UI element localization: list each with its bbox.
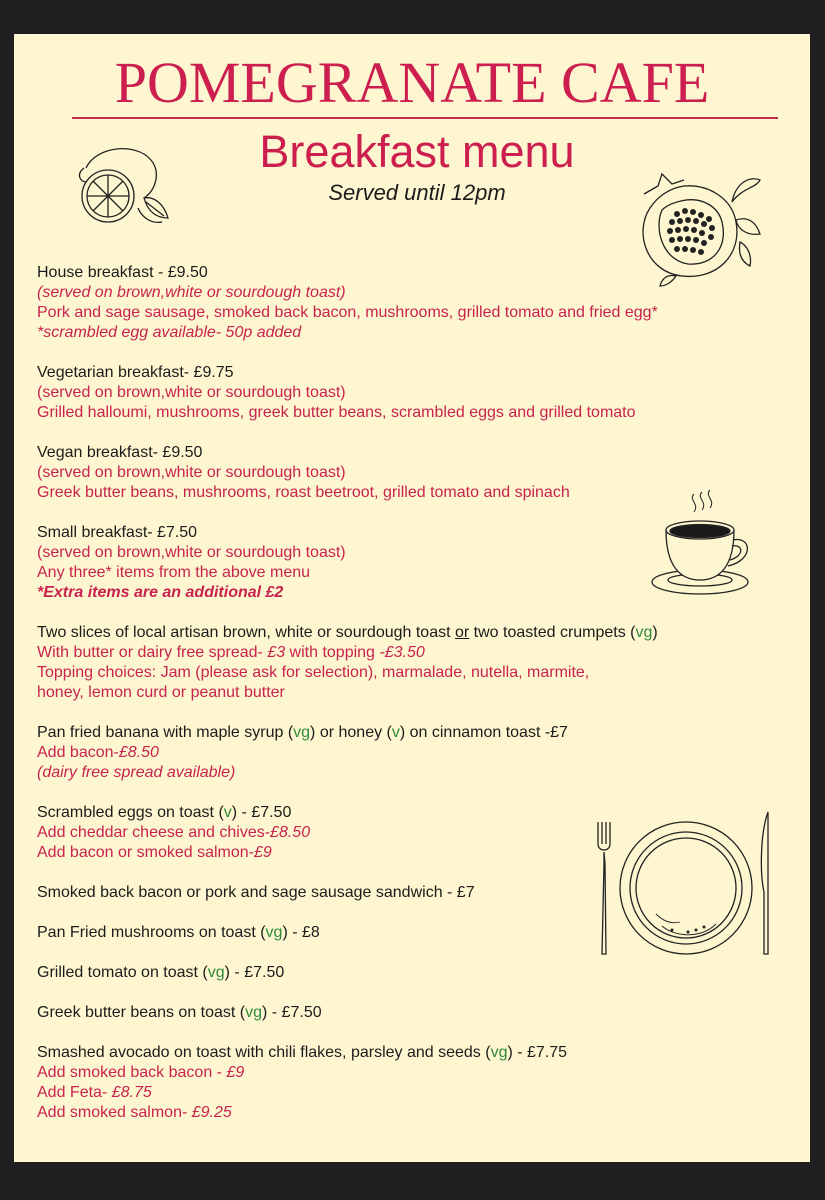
addon-price: £9 [254, 844, 272, 861]
title-part: ) on cinnamon toast -£7 [399, 724, 568, 741]
item-addon [37, 1063, 797, 1083]
item-title [37, 803, 797, 823]
item-toast-note: (served on brown,white or sourdough toast) [37, 544, 346, 561]
title-part: Scrambled eggs on toast ( [37, 804, 224, 821]
menu-item-house-breakfast [37, 263, 797, 343]
butter-text: With butter or dairy free spread- [37, 644, 268, 661]
menu-item-grilled-tomato [37, 963, 797, 983]
item-title [37, 1043, 797, 1063]
item-description: Greek butter beans, mushrooms, roast beetroot, grilled tomato and spinach [37, 484, 570, 501]
item-addon [37, 823, 797, 843]
title-part: two toasted crumpets ( [469, 624, 636, 641]
item-footnote: *Extra items are an additional £2 [37, 584, 284, 601]
title-part: ) - £7.50 [262, 1004, 322, 1021]
title-part: ) - £8 [282, 924, 320, 941]
item-description: Any three* items from the above menu [37, 564, 311, 581]
title-divider [72, 117, 778, 119]
title-part: Grilled tomato on toast ( [37, 964, 208, 981]
menu-list [37, 263, 797, 1143]
item-addon [37, 1103, 797, 1123]
item-title: Small breakfast- £7.50 [37, 524, 198, 541]
title-or: or [454, 624, 470, 641]
menu-item-mushrooms [37, 923, 797, 943]
menu-item-avocado [37, 1043, 797, 1123]
vegan-tag: vg [635, 624, 653, 641]
item-butter-price [37, 643, 797, 663]
lemon-icon [66, 138, 176, 228]
menu-page [14, 34, 810, 1162]
butter-text: with topping [285, 644, 380, 661]
menu-item-vegetarian-breakfast [37, 363, 797, 423]
item-title: Vegetarian breakfast- £9.75 [37, 364, 234, 381]
item-footnote: *scrambled egg available- 50p added [37, 324, 302, 341]
item-title [37, 963, 797, 983]
title-part: Two slices of local artisan brown, white or sourdough toast [37, 624, 455, 641]
menu-item-butter-beans [37, 1003, 797, 1023]
addon-label: Add smoked back bacon - [37, 1064, 222, 1081]
title-part: ) or honey ( [310, 724, 392, 741]
item-title: House breakfast - £9.50 [37, 264, 208, 281]
served-note: Served until 12pm [328, 180, 506, 205]
vegan-tag: vg [490, 1044, 508, 1061]
vegan-tag: vg [293, 724, 311, 741]
item-addon [37, 843, 797, 863]
item-title [37, 923, 797, 943]
menu-title: Breakfast menu [259, 126, 575, 177]
menu-item-sandwich [37, 883, 797, 903]
vegan-tag: vg [245, 1004, 263, 1021]
topping-price: -£3.50 [379, 644, 425, 661]
addon-price: £8.50 [118, 744, 159, 761]
menu-item-scrambled-eggs [37, 803, 797, 863]
topping-choices: honey, lemon curd or peanut butter [37, 684, 285, 701]
item-addon [37, 743, 797, 763]
topping-choices: Topping choices: Jam (please ask for selection), marmalade, nutella, marmite, [37, 664, 590, 681]
title-part: ) - £7.50 [231, 804, 292, 821]
title-part: Pan fried banana with maple syrup ( [37, 724, 294, 741]
title-part: ) - £7.75 [507, 1044, 568, 1061]
item-addon [37, 1083, 797, 1103]
addon-label: Add cheddar cheese and chives- [37, 824, 271, 841]
addon-label: Add smoked salmon- [37, 1104, 188, 1121]
addon-price: £8.75 [107, 1084, 152, 1101]
vegan-tag: vg [265, 924, 283, 941]
addon-label: Add bacon or smoked salmon- [37, 844, 254, 861]
menu-item-vegan-breakfast [37, 443, 797, 503]
addon-price: £9.25 [187, 1104, 232, 1121]
vegetarian-tag: v [391, 724, 400, 741]
title-part: Smashed avocado on toast with chili flakes, parsley and seeds ( [37, 1044, 491, 1061]
addon-price: £8.50 [270, 824, 311, 841]
title-part: Pan Fried mushrooms on toast ( [37, 924, 266, 941]
item-description: Grilled halloumi, mushrooms, greek butter beans, scrambled eggs and grilled tomato [37, 404, 636, 421]
item-toast-note: (served on brown,white or sourdough toast) [37, 384, 346, 401]
title-part: ) [652, 624, 658, 641]
item-toast-note: (served on brown,white or sourdough toast) [37, 464, 346, 481]
menu-item-small-breakfast [37, 523, 797, 603]
item-footnote: (dairy free spread available) [37, 764, 236, 781]
item-title [37, 723, 797, 743]
item-description: Pork and sage sausage, smoked back bacon, mushrooms, grilled tomato and fried egg* [37, 304, 658, 321]
item-toast-note: (served on brown,white or sourdough toast) [37, 284, 346, 301]
title-part: ) - £7.50 [224, 964, 285, 981]
menu-item-toast [37, 623, 797, 703]
item-title [37, 623, 797, 643]
addon-price: £9 [222, 1064, 245, 1081]
addon-label: Add bacon- [37, 744, 119, 761]
addon-label: Add Feta- [37, 1084, 108, 1101]
menu-item-pan-fried-banana [37, 723, 797, 783]
vegan-tag: vg [207, 964, 225, 981]
item-title: Smoked back bacon or pork and sage sausage sandwich - £7 [37, 884, 475, 901]
title-part: Greek butter beans on toast ( [37, 1004, 246, 1021]
cafe-name: POMEGRANATE CAFE [114, 50, 710, 115]
item-title [37, 1003, 797, 1023]
butter-price: £3 [267, 644, 286, 661]
vegetarian-tag: v [223, 804, 232, 821]
item-title: Vegan breakfast- £9.50 [37, 444, 203, 461]
